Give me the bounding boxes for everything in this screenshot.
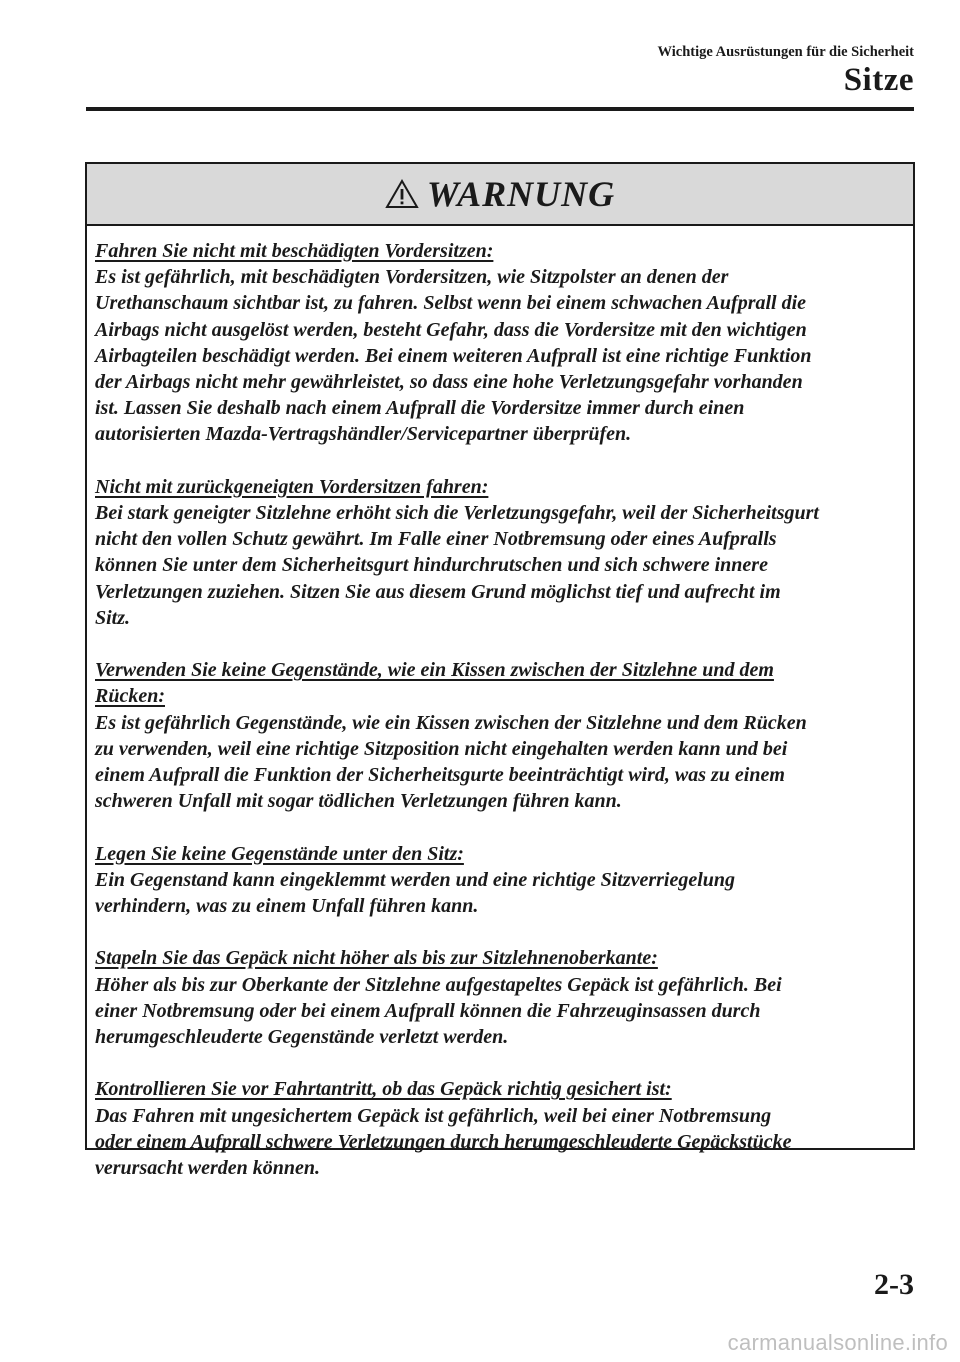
warning-header [87, 164, 913, 226]
paragraph-line: Verletzungen zuziehen. Sitzen Sie aus diesem Grund möglichst tief und aufrecht im [95, 580, 781, 603]
paragraph-heading: Kontrollieren Sie vor Fahrtantritt, ob das Gepäck richtig gesichert ist: [95, 1078, 672, 1101]
paragraph-line: Ein Gegenstand kann eingeklemmt werden und eine richtige Sitzverriegelung [95, 868, 736, 891]
warning-paragraph-luggage-height [95, 945, 905, 1050]
paragraph-line: herumgeschleuderte Gegenstände verletzt werden. [95, 1026, 509, 1049]
paragraph-line: Airbagteilen beschädigt werden. Bei einem weiteren Aufprall ist eine richtige Funktion [95, 344, 812, 367]
paragraph-line: Bei stark geneigter Sitzlehne erhöht sich die Verletzungsgefahr, weil der Sicherheitsgurt [95, 502, 819, 525]
paragraph-line: können Sie unter dem Sicherheitsgurt hindurchrutschen und sich schwere innere [95, 554, 768, 577]
warning-paragraph-cushion [95, 657, 905, 814]
warning-paragraph-front-seats-damaged [95, 238, 905, 448]
warning-body [87, 226, 913, 1181]
paragraph-line: autorisierten Mazda-Vertragshändler/Servicepartner überprüfen. [95, 423, 632, 446]
header-rule [86, 107, 914, 111]
paragraph-line: Urethanschaum sichtbar ist, zu fahren. Selbst wenn bei einem schwachen Aufprall die [95, 292, 807, 315]
paragraph-heading: Legen Sie keine Gegenstände unter den Sitz: [95, 842, 464, 865]
paragraph-line: verhindern, was zu einem Unfall führen kann. [95, 895, 479, 918]
paragraph-line: nicht den vollen Schutz gewährt. Im Falle einer Notbremsung oder eines Aufpralls [95, 528, 777, 551]
paragraph-line: Es ist gefährlich Gegenstände, wie ein Kissen zwischen der Sitzlehne und dem Rücken [95, 711, 807, 734]
paragraph-line: Airbags nicht ausgelöst werden, besteht Gefahr, dass die Vordersitze mit den wichtigen [95, 318, 807, 341]
paragraph-line: zu verwenden, weil eine richtige Sitzposition nicht eingehalten werden kann und bei [95, 737, 788, 760]
paragraph-line: einer Notbremsung oder bei einem Aufprall können die Fahrzeuginsassen durch [95, 999, 761, 1022]
warning-paragraph-reclined-seats [95, 474, 905, 631]
warning-paragraph-luggage-secured [95, 1076, 905, 1181]
paragraph-line: einem Aufprall die Funktion der Sicherheitsgurte beeinträchtigt wird, was zu einem [95, 764, 785, 787]
warning-paragraph-under-seat [95, 841, 905, 920]
paragraph-line: Es ist gefährlich, mit beschädigten Vordersitzen, wie Sitzpolster an denen der [95, 266, 729, 289]
paragraph-heading: Fahren Sie nicht mit beschädigten Vordersitzen: [95, 240, 494, 262]
warning-label: WARNUNG [426, 174, 616, 214]
paragraph-heading: Rücken: [95, 685, 165, 708]
paragraph-line: ist. Lassen Sie deshalb nach einem Aufprall die Vordersitze immer durch einen [95, 397, 745, 420]
watermark: carmanualsonline.info [727, 1330, 948, 1355]
warning-triangle-icon [385, 179, 419, 209]
page-number: 2-3 [874, 1268, 914, 1301]
paragraph-line: Das Fahren mit ungesichertem Gepäck ist gefährlich, weil bei einer Notbremsung [95, 1104, 772, 1127]
paragraph-line: oder einem Aufprall schwere Verletzungen durch herumgeschleuderte Gepäckstücke [95, 1130, 792, 1153]
paragraph-line: Höher als bis zur Oberkante der Sitzlehne aufgestapeltes Gepäck ist gefährlich. Bei [95, 973, 782, 996]
page-title: Sitze [843, 62, 914, 98]
paragraph-line: Sitz. [95, 606, 131, 629]
paragraph-line: verursacht werden können. [95, 1157, 321, 1180]
paragraph-line: der Airbags nicht mehr gewährleistet, so dass eine hohe Verletzungsgefahr vorhanden [95, 371, 803, 394]
warning-box [85, 162, 915, 1180]
paragraph-heading: Verwenden Sie keine Gegenstände, wie ein Kissen zwischen der Sitzlehne und dem [95, 659, 774, 682]
paragraph-line: schweren Unfall mit sogar tödlichen Verletzungen führen kann. [95, 790, 622, 813]
section-heading: Wichtige Ausrüstungen für die Sicherheit [657, 44, 914, 60]
paragraph-heading: Stapeln Sie das Gepäck nicht höher als bis zur Sitzlehnenoberkante: [95, 947, 658, 970]
paragraph-heading: Nicht mit zurückgeneigten Vordersitzen fahren: [95, 475, 489, 498]
